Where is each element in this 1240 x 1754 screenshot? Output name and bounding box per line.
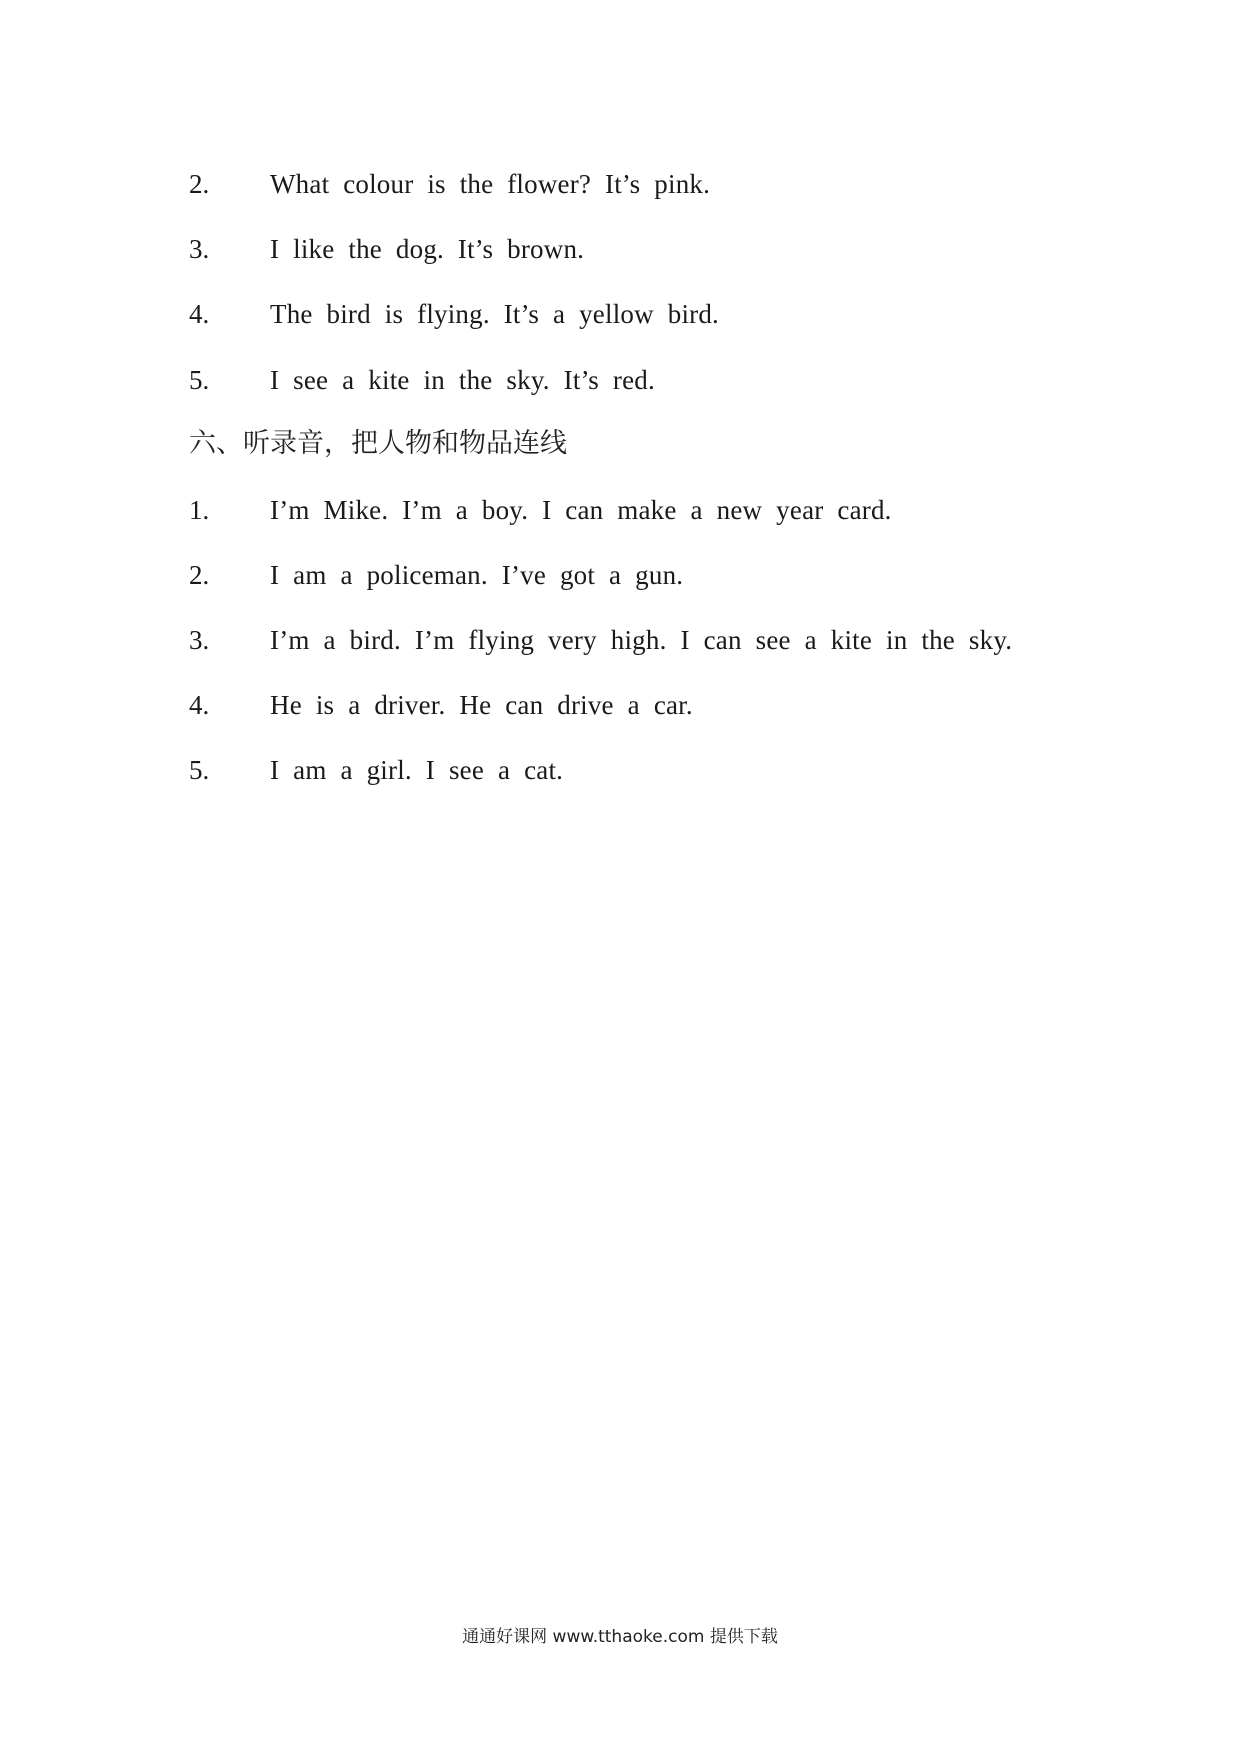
item-number: 5.: [189, 365, 210, 395]
script-line: [0, 294, 1240, 334]
script-line: [0, 490, 1240, 530]
item-text: I see a kite in the sky. It’s red.: [270, 365, 655, 395]
item-text: He is a driver. He can drive a car.: [270, 690, 693, 720]
item-text: I am a girl. I see a cat.: [270, 755, 564, 785]
item-number: 4.: [189, 690, 210, 720]
script-line: [0, 685, 1240, 725]
script-line: [0, 750, 1240, 790]
item-text: I’m a bird. I’m flying very high. I can see a kite in the sky.: [270, 625, 1013, 655]
item-number: 3.: [189, 625, 210, 655]
script-line: [0, 164, 1240, 204]
item-number: 2.: [189, 169, 210, 199]
script-line: [0, 555, 1240, 595]
script-line: [0, 229, 1240, 269]
page-footer: 通通好课网 www.tthaoke.com 提供下载: [462, 1627, 778, 1647]
item-number: 4.: [189, 299, 210, 329]
item-text: I like the dog. It’s brown.: [270, 234, 585, 264]
item-text: I’m Mike. I’m a boy. I can make a new year card.: [270, 495, 892, 525]
item-number: 3.: [189, 234, 210, 264]
item-number: 1.: [189, 495, 210, 525]
script-line: [0, 360, 1240, 400]
script-line: [0, 620, 1240, 660]
item-number: 2.: [189, 560, 210, 590]
item-text: The bird is flying. It’s a yellow bird.: [270, 299, 719, 329]
section-heading: 六、听录音，把人物和物品连线: [189, 428, 567, 459]
item-text: I am a policeman. I’ve got a gun.: [270, 560, 684, 590]
item-text: What colour is the flower? It’s pink.: [270, 169, 711, 199]
item-number: 5.: [189, 755, 210, 785]
